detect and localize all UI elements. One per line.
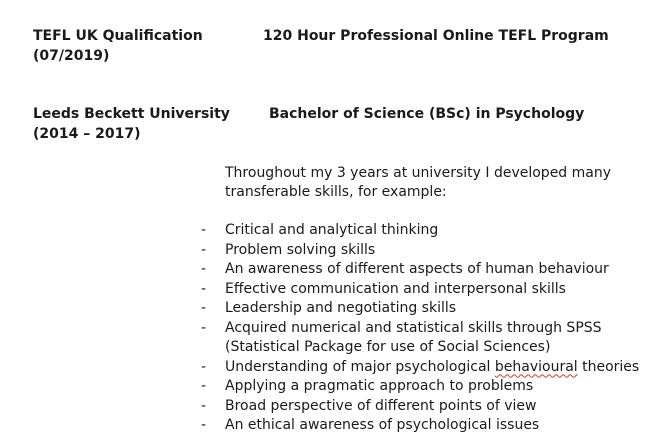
skill-text <box>225 358 665 378</box>
bullet-dash: - <box>201 358 207 375</box>
skill-text: An awareness of different aspects of human behaviour <box>225 261 609 277</box>
skill-text: Effective communication and interpersonal skills <box>225 280 566 297</box>
bullet-dash: - <box>201 378 207 394</box>
skill-text: Broad perspective of different points of view <box>225 397 537 414</box>
skill-text: Leadership and negotiating skills <box>225 300 457 316</box>
skill-text: Problem solving skills <box>225 241 376 258</box>
qualification-2-institution: Leeds Beckett University <box>33 106 230 122</box>
skill-text: Acquired numerical and statistical skills through SPSS (Statistical Package for use of Social Sciences) <box>225 319 602 355</box>
bullet-dash: - <box>201 319 207 336</box>
bullet-dash: - <box>201 300 207 316</box>
bullet-dash: - <box>201 280 207 297</box>
skill-text: Applying a pragmatic approach to problems <box>225 378 534 394</box>
skill-text: Critical and analytical thinking <box>225 222 439 238</box>
intro-line-2: transferable skills, for example: <box>225 184 447 200</box>
bullet-dash: - <box>201 241 207 258</box>
bullet-dash: - <box>201 397 207 414</box>
qualification-2-program: Bachelor of Science (BSc) in Psychology <box>269 106 585 122</box>
intro-line-1: Throughout my 3 years at university I developed many <box>225 165 612 181</box>
skill-text: An ethical awareness of psychological issues <box>225 417 540 433</box>
qualification-1-program: 120 Hour Professional Online TEFL Program <box>263 28 609 44</box>
skill-text-part: Understanding of major psychological <box>225 358 495 375</box>
bullet-dash: - <box>201 222 207 238</box>
qualification-1-date: (07/2019) <box>33 48 110 64</box>
qualification-1-institution: TEFL UK Qualification <box>33 28 203 44</box>
qualification-2-date: (2014 – 2017) <box>33 126 141 142</box>
bullet-dash: - <box>201 261 207 277</box>
bullet-dash: - <box>201 417 207 433</box>
spellcheck-flagged-word[interactable]: behavioural <box>494 358 578 375</box>
skill-text-part: theories <box>577 358 640 375</box>
